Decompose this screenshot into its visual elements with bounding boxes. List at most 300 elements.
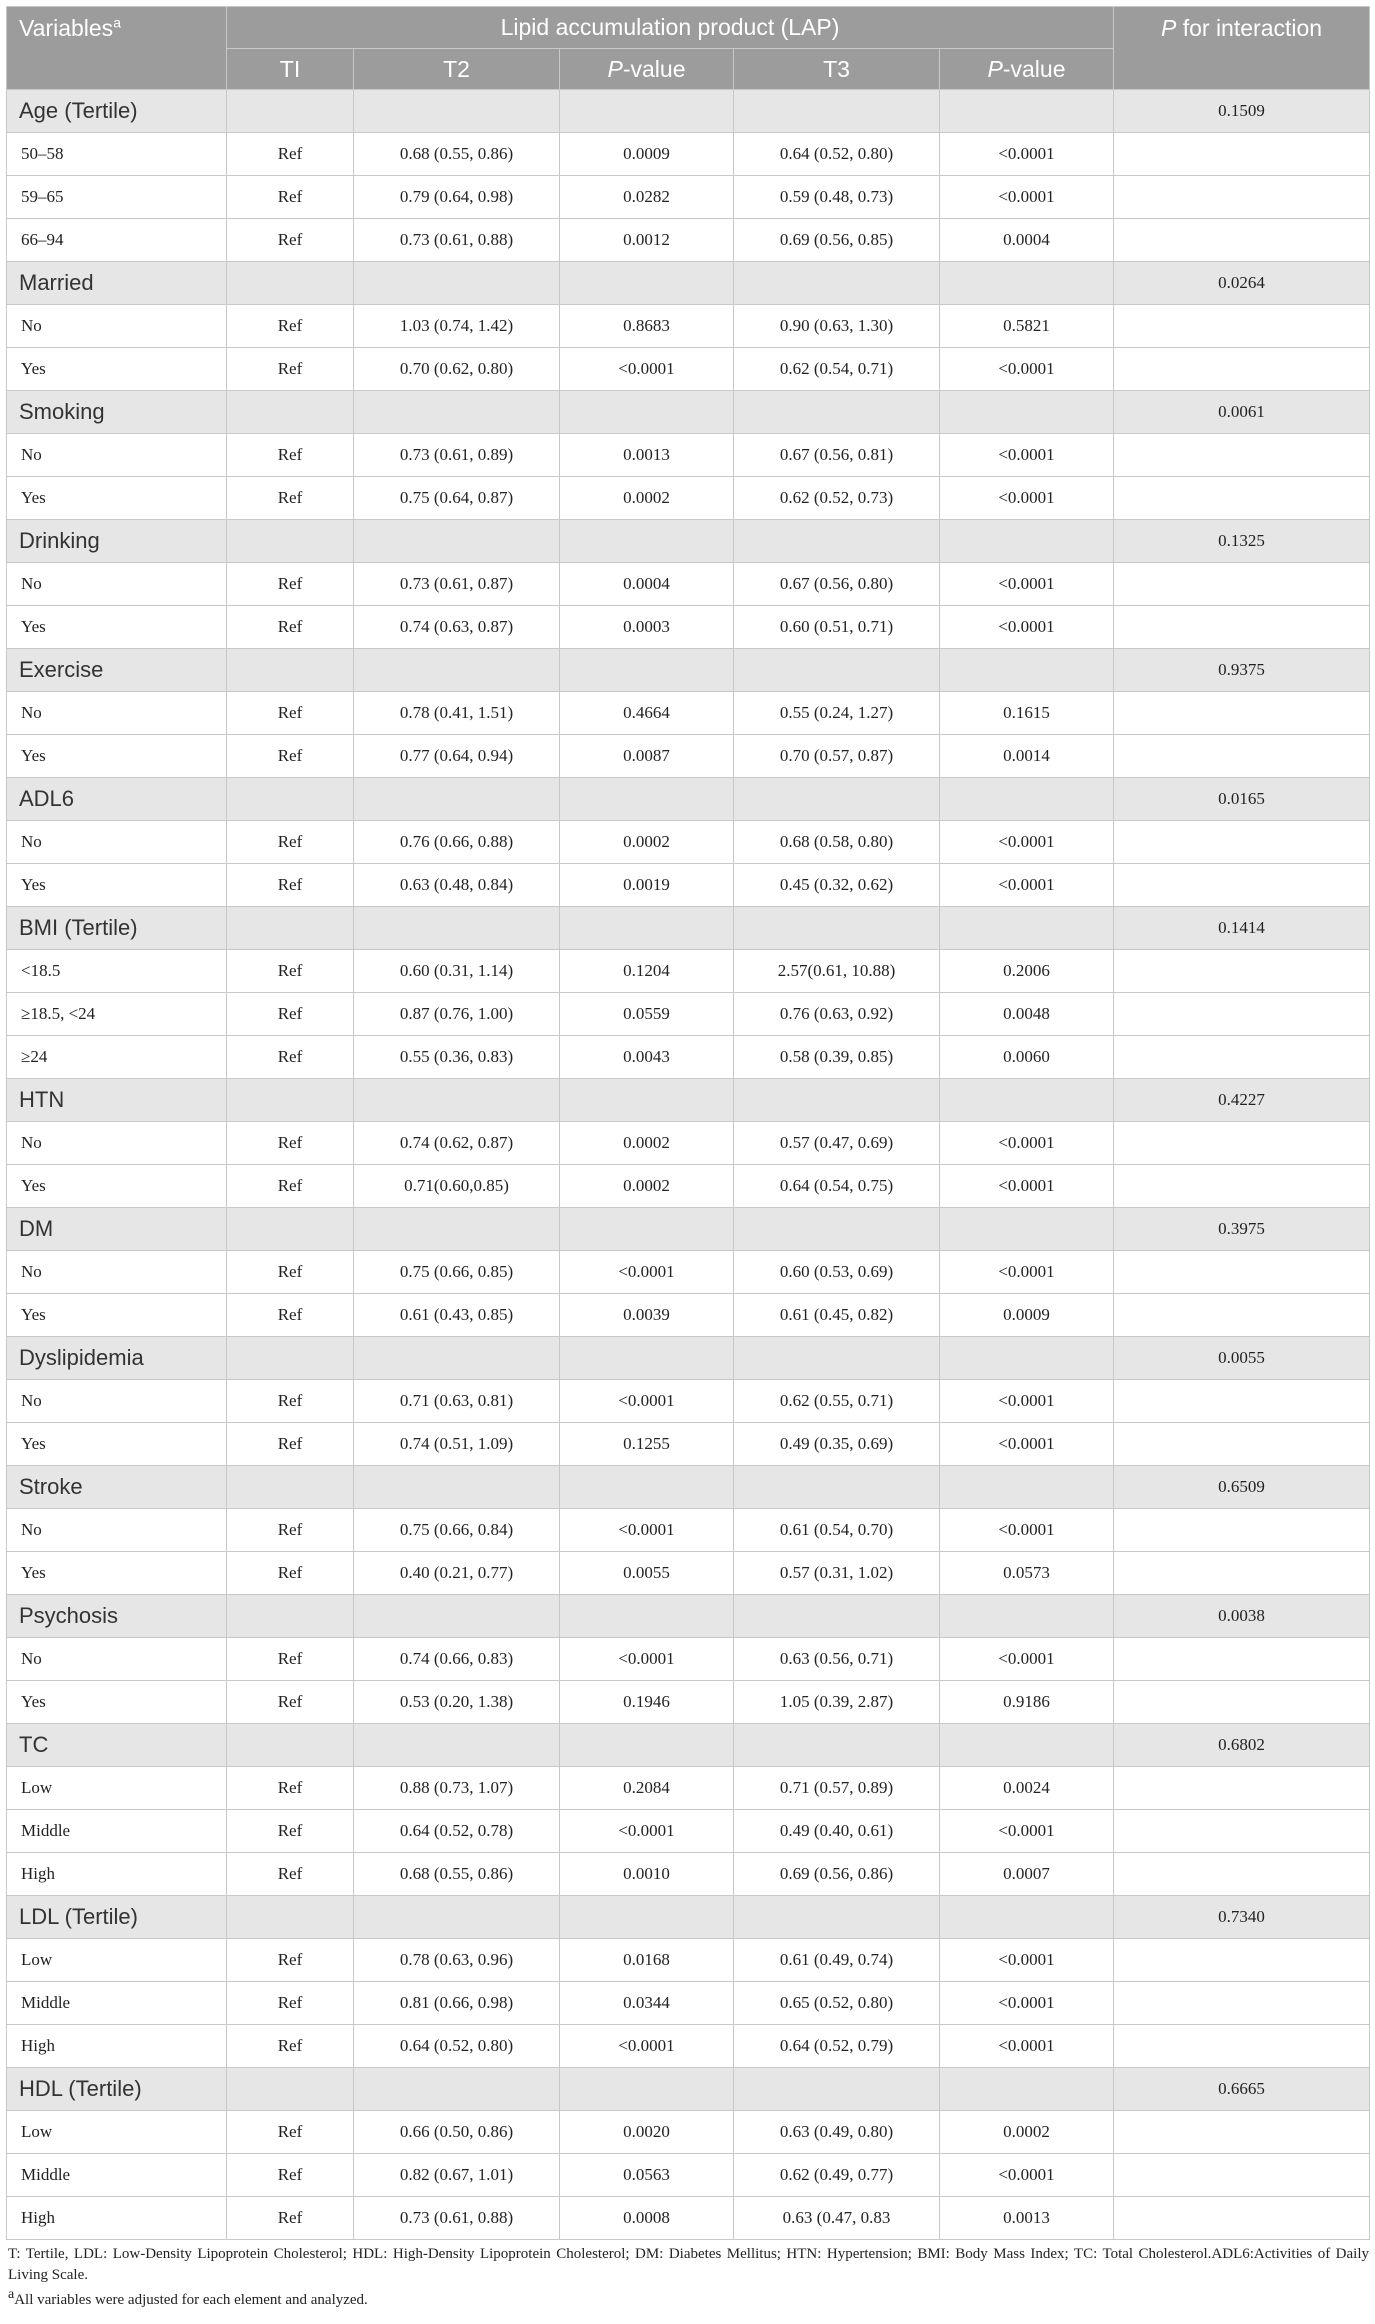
empty-cell bbox=[940, 778, 1114, 821]
subgroup-label: High bbox=[7, 2197, 227, 2240]
t3-or-ci-cell: 0.57 (0.31, 1.02) bbox=[734, 1552, 940, 1595]
t3-pvalue-cell: <0.0001 bbox=[940, 864, 1114, 907]
table-row bbox=[7, 1294, 1370, 1337]
t3-pvalue-cell: <0.0001 bbox=[940, 2154, 1114, 2197]
t2-pvalue-cell: <0.0001 bbox=[560, 1251, 734, 1294]
empty-cell bbox=[940, 1466, 1114, 1509]
t3-or-ci-cell: 0.61 (0.49, 0.74) bbox=[734, 1939, 940, 1982]
empty-cell bbox=[354, 90, 560, 133]
group-header-row bbox=[7, 1079, 1370, 1122]
t3-or-ci-cell: 0.65 (0.52, 0.80) bbox=[734, 1982, 940, 2025]
t3-pvalue-cell: 0.0048 bbox=[940, 993, 1114, 1036]
t1-ref-cell: Ref bbox=[227, 1423, 354, 1466]
empty-cell bbox=[940, 90, 1114, 133]
t3-or-ci-cell: 0.61 (0.45, 0.82) bbox=[734, 1294, 940, 1337]
t2-or-ci-cell: 0.76 (0.66, 0.88) bbox=[354, 821, 560, 864]
empty-cell bbox=[734, 1896, 940, 1939]
t2-or-ci-cell: 0.74 (0.62, 0.87) bbox=[354, 1122, 560, 1165]
empty-cell bbox=[1114, 950, 1370, 993]
t2-or-ci-cell: 0.74 (0.63, 0.87) bbox=[354, 606, 560, 649]
t2-or-ci-cell: 0.64 (0.52, 0.78) bbox=[354, 1810, 560, 1853]
t2-or-ci-cell: 0.81 (0.66, 0.98) bbox=[354, 1982, 560, 2025]
t1-header: TI bbox=[227, 49, 354, 90]
p-interaction-value: 0.1414 bbox=[1114, 907, 1370, 950]
t2-or-ci-cell: 0.60 (0.31, 1.14) bbox=[354, 950, 560, 993]
t1-ref-cell: Ref bbox=[227, 434, 354, 477]
table-row bbox=[7, 1036, 1370, 1079]
group-name: Married bbox=[7, 262, 227, 305]
table-row bbox=[7, 692, 1370, 735]
t1-ref-cell: Ref bbox=[227, 176, 354, 219]
t2-or-ci-cell: 0.74 (0.51, 1.09) bbox=[354, 1423, 560, 1466]
t2-pvalue-cell: 0.0002 bbox=[560, 821, 734, 864]
empty-cell bbox=[354, 2068, 560, 2111]
empty-cell bbox=[1114, 1552, 1370, 1595]
group-name: HDL (Tertile) bbox=[7, 2068, 227, 2111]
empty-cell bbox=[354, 1079, 560, 1122]
empty-cell bbox=[1114, 348, 1370, 391]
empty-cell bbox=[734, 520, 940, 563]
t1-ref-cell: Ref bbox=[227, 1982, 354, 2025]
t2-or-ci-cell: 0.71 (0.63, 0.81) bbox=[354, 1380, 560, 1423]
t1-ref-cell: Ref bbox=[227, 2025, 354, 2068]
t3-or-ci-cell: 0.69 (0.56, 0.86) bbox=[734, 1853, 940, 1896]
p-interaction-value: 0.4227 bbox=[1114, 1079, 1370, 1122]
p-interaction-value: 0.9375 bbox=[1114, 649, 1370, 692]
empty-cell bbox=[1114, 1810, 1370, 1853]
group-name: HTN bbox=[7, 1079, 227, 1122]
t3-pvalue-cell: <0.0001 bbox=[940, 1982, 1114, 2025]
empty-cell bbox=[940, 391, 1114, 434]
empty-cell bbox=[940, 1208, 1114, 1251]
group-header-row bbox=[7, 2068, 1370, 2111]
t1-ref-cell: Ref bbox=[227, 219, 354, 262]
empty-cell bbox=[1114, 1380, 1370, 1423]
adjustment-note: aAll variables were adjusted for each element and analyzed. bbox=[8, 2287, 368, 2308]
p-interaction-value: 0.6665 bbox=[1114, 2068, 1370, 2111]
t1-ref-cell: Ref bbox=[227, 1552, 354, 1595]
empty-cell bbox=[227, 90, 354, 133]
empty-cell bbox=[734, 907, 940, 950]
group-name: Psychosis bbox=[7, 1595, 227, 1638]
table-row bbox=[7, 1122, 1370, 1165]
subgroup-label: No bbox=[7, 1509, 227, 1552]
empty-cell bbox=[1114, 2197, 1370, 2240]
t3-or-ci-cell: 0.60 (0.51, 0.71) bbox=[734, 606, 940, 649]
table-row bbox=[7, 2154, 1370, 2197]
subgroup-label: High bbox=[7, 2025, 227, 2068]
empty-cell bbox=[1114, 2025, 1370, 2068]
t1-ref-cell: Ref bbox=[227, 133, 354, 176]
empty-cell bbox=[560, 2068, 734, 2111]
empty-cell bbox=[1114, 864, 1370, 907]
t2-or-ci-cell: 0.73 (0.61, 0.87) bbox=[354, 563, 560, 606]
empty-cell bbox=[227, 1079, 354, 1122]
empty-cell bbox=[734, 2068, 940, 2111]
group-name: Smoking bbox=[7, 391, 227, 434]
p-interaction-value: 0.6802 bbox=[1114, 1724, 1370, 1767]
group-header-row bbox=[7, 391, 1370, 434]
empty-cell bbox=[560, 391, 734, 434]
t2-or-ci-cell: 0.70 (0.62, 0.80) bbox=[354, 348, 560, 391]
t1-ref-cell: Ref bbox=[227, 692, 354, 735]
t2-pvalue-cell: 0.0559 bbox=[560, 993, 734, 1036]
group-header-row bbox=[7, 1896, 1370, 1939]
t3-pvalue-cell: 0.9186 bbox=[940, 1681, 1114, 1724]
subgroup-label: No bbox=[7, 821, 227, 864]
t2-or-ci-cell: 0.73 (0.61, 0.88) bbox=[354, 219, 560, 262]
group-name: Dyslipidemia bbox=[7, 1337, 227, 1380]
table-row bbox=[7, 1767, 1370, 1810]
t3-pvalue-cell: 0.0014 bbox=[940, 735, 1114, 778]
t3-pvalue-cell: <0.0001 bbox=[940, 2025, 1114, 2068]
t3-or-ci-cell: 0.63 (0.47, 0.83 bbox=[734, 2197, 940, 2240]
empty-cell bbox=[1114, 1853, 1370, 1896]
t1-ref-cell: Ref bbox=[227, 1036, 354, 1079]
subgroup-label: No bbox=[7, 563, 227, 606]
empty-cell bbox=[1114, 563, 1370, 606]
empty-cell bbox=[560, 649, 734, 692]
t2-or-ci-cell: 0.55 (0.36, 0.83) bbox=[354, 1036, 560, 1079]
empty-cell bbox=[354, 1595, 560, 1638]
t2-pvalue-cell: 0.0043 bbox=[560, 1036, 734, 1079]
t2-or-ci-cell: 0.73 (0.61, 0.89) bbox=[354, 434, 560, 477]
t1-ref-cell: Ref bbox=[227, 1681, 354, 1724]
t2-or-ci-cell: 0.63 (0.48, 0.84) bbox=[354, 864, 560, 907]
empty-cell bbox=[1114, 1122, 1370, 1165]
empty-cell bbox=[1114, 133, 1370, 176]
empty-cell bbox=[560, 1079, 734, 1122]
t2-pvalue-cell: 0.0008 bbox=[560, 2197, 734, 2240]
p-interaction-value: 0.1509 bbox=[1114, 90, 1370, 133]
empty-cell bbox=[734, 778, 940, 821]
group-header-row bbox=[7, 90, 1370, 133]
empty-cell bbox=[227, 1896, 354, 1939]
subgroup-label: ≥24 bbox=[7, 1036, 227, 1079]
empty-cell bbox=[1114, 735, 1370, 778]
t3-or-ci-cell: 2.57(0.61, 10.88) bbox=[734, 950, 940, 993]
empty-cell bbox=[560, 90, 734, 133]
empty-cell bbox=[560, 1208, 734, 1251]
empty-cell bbox=[1114, 434, 1370, 477]
t1-ref-cell: Ref bbox=[227, 1853, 354, 1896]
t2-or-ci-cell: 0.87 (0.76, 1.00) bbox=[354, 993, 560, 1036]
t3-pvalue-header: P-value bbox=[940, 49, 1114, 90]
t3-pvalue-cell: 0.5821 bbox=[940, 305, 1114, 348]
empty-cell bbox=[1114, 176, 1370, 219]
group-header-row bbox=[7, 1595, 1370, 1638]
t2-pvalue-header: P-value bbox=[560, 49, 734, 90]
table-container bbox=[6, 6, 1369, 2311]
t2-pvalue-cell: 0.0282 bbox=[560, 176, 734, 219]
table-row bbox=[7, 219, 1370, 262]
t2-pvalue-cell: 0.0020 bbox=[560, 2111, 734, 2154]
t2-pvalue-cell: 0.0012 bbox=[560, 219, 734, 262]
subgroup-label: No bbox=[7, 692, 227, 735]
variables-header: Variables$^a$ bbox=[7, 7, 227, 90]
t2-pvalue-cell: <0.0001 bbox=[560, 1380, 734, 1423]
subgroup-label: 59–65 bbox=[7, 176, 227, 219]
p-interaction-value: 0.3975 bbox=[1114, 1208, 1370, 1251]
empty-cell bbox=[1114, 1165, 1370, 1208]
empty-cell bbox=[940, 520, 1114, 563]
t1-ref-cell: Ref bbox=[227, 1294, 354, 1337]
table-row bbox=[7, 176, 1370, 219]
t2-or-ci-cell: 0.79 (0.64, 0.98) bbox=[354, 176, 560, 219]
t2-pvalue-cell: 0.8683 bbox=[560, 305, 734, 348]
t2-pvalue-cell: 0.0009 bbox=[560, 133, 734, 176]
t1-ref-cell: Ref bbox=[227, 993, 354, 1036]
empty-cell bbox=[560, 907, 734, 950]
t3-or-ci-cell: 0.68 (0.58, 0.80) bbox=[734, 821, 940, 864]
t1-ref-cell: Ref bbox=[227, 305, 354, 348]
group-header-row bbox=[7, 1466, 1370, 1509]
empty-cell bbox=[354, 1466, 560, 1509]
group-name: DM bbox=[7, 1208, 227, 1251]
p-interaction-value: 0.1325 bbox=[1114, 520, 1370, 563]
empty-cell bbox=[560, 1595, 734, 1638]
subgroup-label: Yes bbox=[7, 1552, 227, 1595]
empty-cell bbox=[560, 1724, 734, 1767]
t3-or-ci-cell: 0.70 (0.57, 0.87) bbox=[734, 735, 940, 778]
empty-cell bbox=[1114, 1036, 1370, 1079]
t3-pvalue-cell: <0.0001 bbox=[940, 176, 1114, 219]
t2-pvalue-cell: 0.0039 bbox=[560, 1294, 734, 1337]
t2-or-ci-cell: 0.64 (0.52, 0.80) bbox=[354, 2025, 560, 2068]
t2-pvalue-cell: 0.0002 bbox=[560, 1122, 734, 1165]
t2-pvalue-cell: 0.1255 bbox=[560, 1423, 734, 1466]
empty-cell bbox=[227, 1337, 354, 1380]
t2-pvalue-cell: 0.1204 bbox=[560, 950, 734, 993]
t1-ref-cell: Ref bbox=[227, 1767, 354, 1810]
empty-cell bbox=[354, 1724, 560, 1767]
subgroup-label: 50–58 bbox=[7, 133, 227, 176]
t2-or-ci-cell: 0.82 (0.67, 1.01) bbox=[354, 2154, 560, 2197]
t2-header: T2 bbox=[354, 49, 560, 90]
empty-cell bbox=[227, 1595, 354, 1638]
empty-cell bbox=[940, 262, 1114, 305]
subgroup-label: Yes bbox=[7, 1681, 227, 1724]
group-header-row bbox=[7, 778, 1370, 821]
t2-pvalue-cell: 0.4664 bbox=[560, 692, 734, 735]
empty-cell bbox=[1114, 1982, 1370, 2025]
t3-pvalue-cell: <0.0001 bbox=[940, 1939, 1114, 1982]
t2-pvalue-cell: 0.0087 bbox=[560, 735, 734, 778]
subgroup-label: No bbox=[7, 434, 227, 477]
subgroup-label: Low bbox=[7, 1767, 227, 1810]
empty-cell bbox=[940, 907, 1114, 950]
t3-or-ci-cell: 0.57 (0.47, 0.69) bbox=[734, 1122, 940, 1165]
t2-pvalue-cell: 0.1946 bbox=[560, 1681, 734, 1724]
t2-or-ci-cell: 0.66 (0.50, 0.86) bbox=[354, 2111, 560, 2154]
t2-or-ci-cell: 0.68 (0.55, 0.86) bbox=[354, 133, 560, 176]
empty-cell bbox=[1114, 219, 1370, 262]
table-row bbox=[7, 133, 1370, 176]
empty-cell bbox=[560, 1466, 734, 1509]
subgroup-label: Yes bbox=[7, 606, 227, 649]
table-row bbox=[7, 1165, 1370, 1208]
t3-pvalue-cell: <0.0001 bbox=[940, 1251, 1114, 1294]
empty-cell bbox=[940, 2068, 1114, 2111]
empty-cell bbox=[1114, 1509, 1370, 1552]
p-interaction-value: 0.0038 bbox=[1114, 1595, 1370, 1638]
t3-pvalue-cell: 0.1615 bbox=[940, 692, 1114, 735]
t3-pvalue-cell: <0.0001 bbox=[940, 1509, 1114, 1552]
subgroup-analysis-table bbox=[6, 6, 1370, 2240]
t3-pvalue-cell: <0.0001 bbox=[940, 1810, 1114, 1853]
abbreviations-note: T: Tertile, LDL: Low-Density Lipoprotein Cholesterol; HDL: High-Density Lipoprotein Cholesterol; DM: Diabetes Mellitus; HTN: Hypertension; BMI: Body Mass Index; TC: Total Cholesterol.ADL6:Activities of Daily Living Scale. bbox=[8, 2246, 1369, 2283]
t3-or-ci-cell: 0.60 (0.53, 0.69) bbox=[734, 1251, 940, 1294]
t3-or-ci-cell: 0.76 (0.63, 0.92) bbox=[734, 993, 940, 1036]
group-header-row bbox=[7, 262, 1370, 305]
subgroup-label: No bbox=[7, 1122, 227, 1165]
group-header-row bbox=[7, 520, 1370, 563]
t3-or-ci-cell: 0.67 (0.56, 0.81) bbox=[734, 434, 940, 477]
t1-ref-cell: Ref bbox=[227, 2111, 354, 2154]
t1-ref-cell: Ref bbox=[227, 2197, 354, 2240]
p-interaction-value: 0.0055 bbox=[1114, 1337, 1370, 1380]
t3-or-ci-cell: 0.58 (0.39, 0.85) bbox=[734, 1036, 940, 1079]
t3-pvalue-cell: <0.0001 bbox=[940, 1165, 1114, 1208]
t2-pvalue-cell: 0.0563 bbox=[560, 2154, 734, 2197]
table-footnote bbox=[6, 2244, 1369, 2311]
empty-cell bbox=[354, 391, 560, 434]
table-row bbox=[7, 305, 1370, 348]
t2-or-ci-cell: 0.78 (0.63, 0.96) bbox=[354, 1939, 560, 1982]
empty-cell bbox=[1114, 305, 1370, 348]
table-row bbox=[7, 2111, 1370, 2154]
t2-pvalue-cell: 0.0010 bbox=[560, 1853, 734, 1896]
table-row bbox=[7, 1939, 1370, 1982]
t1-ref-cell: Ref bbox=[227, 1251, 354, 1294]
subgroup-label: Yes bbox=[7, 1294, 227, 1337]
t2-pvalue-cell: 0.0003 bbox=[560, 606, 734, 649]
empty-cell bbox=[227, 649, 354, 692]
table-row bbox=[7, 1509, 1370, 1552]
empty-cell bbox=[734, 1337, 940, 1380]
empty-cell bbox=[560, 778, 734, 821]
subgroup-label: Middle bbox=[7, 2154, 227, 2197]
table-row bbox=[7, 434, 1370, 477]
t3-or-ci-cell: 0.62 (0.55, 0.71) bbox=[734, 1380, 940, 1423]
empty-cell bbox=[1114, 2111, 1370, 2154]
table-row bbox=[7, 1638, 1370, 1681]
t3-or-ci-cell: 0.69 (0.56, 0.85) bbox=[734, 219, 940, 262]
subgroup-label: No bbox=[7, 1380, 227, 1423]
empty-cell bbox=[734, 391, 940, 434]
t3-pvalue-cell: <0.0001 bbox=[940, 348, 1114, 391]
subgroup-label: No bbox=[7, 1638, 227, 1681]
t2-pvalue-cell: 0.0055 bbox=[560, 1552, 734, 1595]
t2-or-ci-cell: 0.74 (0.66, 0.83) bbox=[354, 1638, 560, 1681]
t3-pvalue-cell: <0.0001 bbox=[940, 606, 1114, 649]
subgroup-label: Yes bbox=[7, 864, 227, 907]
empty-cell bbox=[354, 262, 560, 305]
t2-or-ci-cell: 0.75 (0.66, 0.85) bbox=[354, 1251, 560, 1294]
t3-pvalue-cell: <0.0001 bbox=[940, 1380, 1114, 1423]
table-row bbox=[7, 950, 1370, 993]
empty-cell bbox=[1114, 1767, 1370, 1810]
subgroup-label: Low bbox=[7, 2111, 227, 2154]
group-header-row bbox=[7, 907, 1370, 950]
t2-pvalue-cell: <0.0001 bbox=[560, 1509, 734, 1552]
p-interaction-value: 0.0165 bbox=[1114, 778, 1370, 821]
t3-or-ci-cell: 0.61 (0.54, 0.70) bbox=[734, 1509, 940, 1552]
table-row bbox=[7, 348, 1370, 391]
t3-or-ci-cell: 0.49 (0.35, 0.69) bbox=[734, 1423, 940, 1466]
t2-or-ci-cell: 0.73 (0.61, 0.88) bbox=[354, 2197, 560, 2240]
empty-cell bbox=[1114, 1294, 1370, 1337]
t3-pvalue-cell: <0.0001 bbox=[940, 133, 1114, 176]
empty-cell bbox=[227, 262, 354, 305]
t2-pvalue-cell: <0.0001 bbox=[560, 1810, 734, 1853]
p-interaction-value: 0.6509 bbox=[1114, 1466, 1370, 1509]
t1-ref-cell: Ref bbox=[227, 821, 354, 864]
t3-or-ci-cell: 0.62 (0.54, 0.71) bbox=[734, 348, 940, 391]
t2-pvalue-cell: 0.0168 bbox=[560, 1939, 734, 1982]
table-row bbox=[7, 821, 1370, 864]
t3-pvalue-cell: <0.0001 bbox=[940, 563, 1114, 606]
t2-or-ci-cell: 0.61 (0.43, 0.85) bbox=[354, 1294, 560, 1337]
t3-or-ci-cell: 0.90 (0.63, 1.30) bbox=[734, 305, 940, 348]
empty-cell bbox=[560, 520, 734, 563]
table-row bbox=[7, 1853, 1370, 1896]
empty-cell bbox=[1114, 1423, 1370, 1466]
t2-or-ci-cell: 0.88 (0.73, 1.07) bbox=[354, 1767, 560, 1810]
t1-ref-cell: Ref bbox=[227, 2154, 354, 2197]
group-name: ADL6 bbox=[7, 778, 227, 821]
empty-cell bbox=[940, 1079, 1114, 1122]
empty-cell bbox=[227, 1466, 354, 1509]
empty-cell bbox=[1114, 2154, 1370, 2197]
t3-or-ci-cell: 0.64 (0.54, 0.75) bbox=[734, 1165, 940, 1208]
empty-cell bbox=[1114, 1251, 1370, 1294]
t3-pvalue-cell: <0.0001 bbox=[940, 1122, 1114, 1165]
t3-or-ci-cell: 0.71 (0.57, 0.89) bbox=[734, 1767, 940, 1810]
subgroup-label: Middle bbox=[7, 1810, 227, 1853]
t2-or-ci-cell: 0.75 (0.66, 0.84) bbox=[354, 1509, 560, 1552]
p-interaction-header: P for interaction bbox=[1114, 7, 1370, 90]
table-row bbox=[7, 1423, 1370, 1466]
t1-ref-cell: Ref bbox=[227, 606, 354, 649]
t3-pvalue-cell: 0.0013 bbox=[940, 2197, 1114, 2240]
empty-cell bbox=[734, 262, 940, 305]
empty-cell bbox=[734, 1208, 940, 1251]
t3-or-ci-cell: 0.67 (0.56, 0.80) bbox=[734, 563, 940, 606]
empty-cell bbox=[734, 1079, 940, 1122]
t3-pvalue-cell: 0.0004 bbox=[940, 219, 1114, 262]
empty-cell bbox=[354, 649, 560, 692]
subgroup-label: Yes bbox=[7, 477, 227, 520]
t3-pvalue-cell: 0.2006 bbox=[940, 950, 1114, 993]
t3-or-ci-cell: 0.45 (0.32, 0.62) bbox=[734, 864, 940, 907]
empty-cell bbox=[560, 1337, 734, 1380]
table-row bbox=[7, 563, 1370, 606]
subgroup-label: Middle bbox=[7, 1982, 227, 2025]
group-name: LDL (Tertile) bbox=[7, 1896, 227, 1939]
empty-cell bbox=[354, 1337, 560, 1380]
empty-cell bbox=[940, 649, 1114, 692]
subgroup-label: ≥18.5, <24 bbox=[7, 993, 227, 1036]
empty-cell bbox=[734, 649, 940, 692]
t1-ref-cell: Ref bbox=[227, 477, 354, 520]
t3-or-ci-cell: 0.63 (0.49, 0.80) bbox=[734, 2111, 940, 2154]
group-name: BMI (Tertile) bbox=[7, 907, 227, 950]
table-row bbox=[7, 864, 1370, 907]
t3-or-ci-cell: 0.62 (0.49, 0.77) bbox=[734, 2154, 940, 2197]
t2-or-ci-cell: 0.77 (0.64, 0.94) bbox=[354, 735, 560, 778]
group-header-row bbox=[7, 1724, 1370, 1767]
